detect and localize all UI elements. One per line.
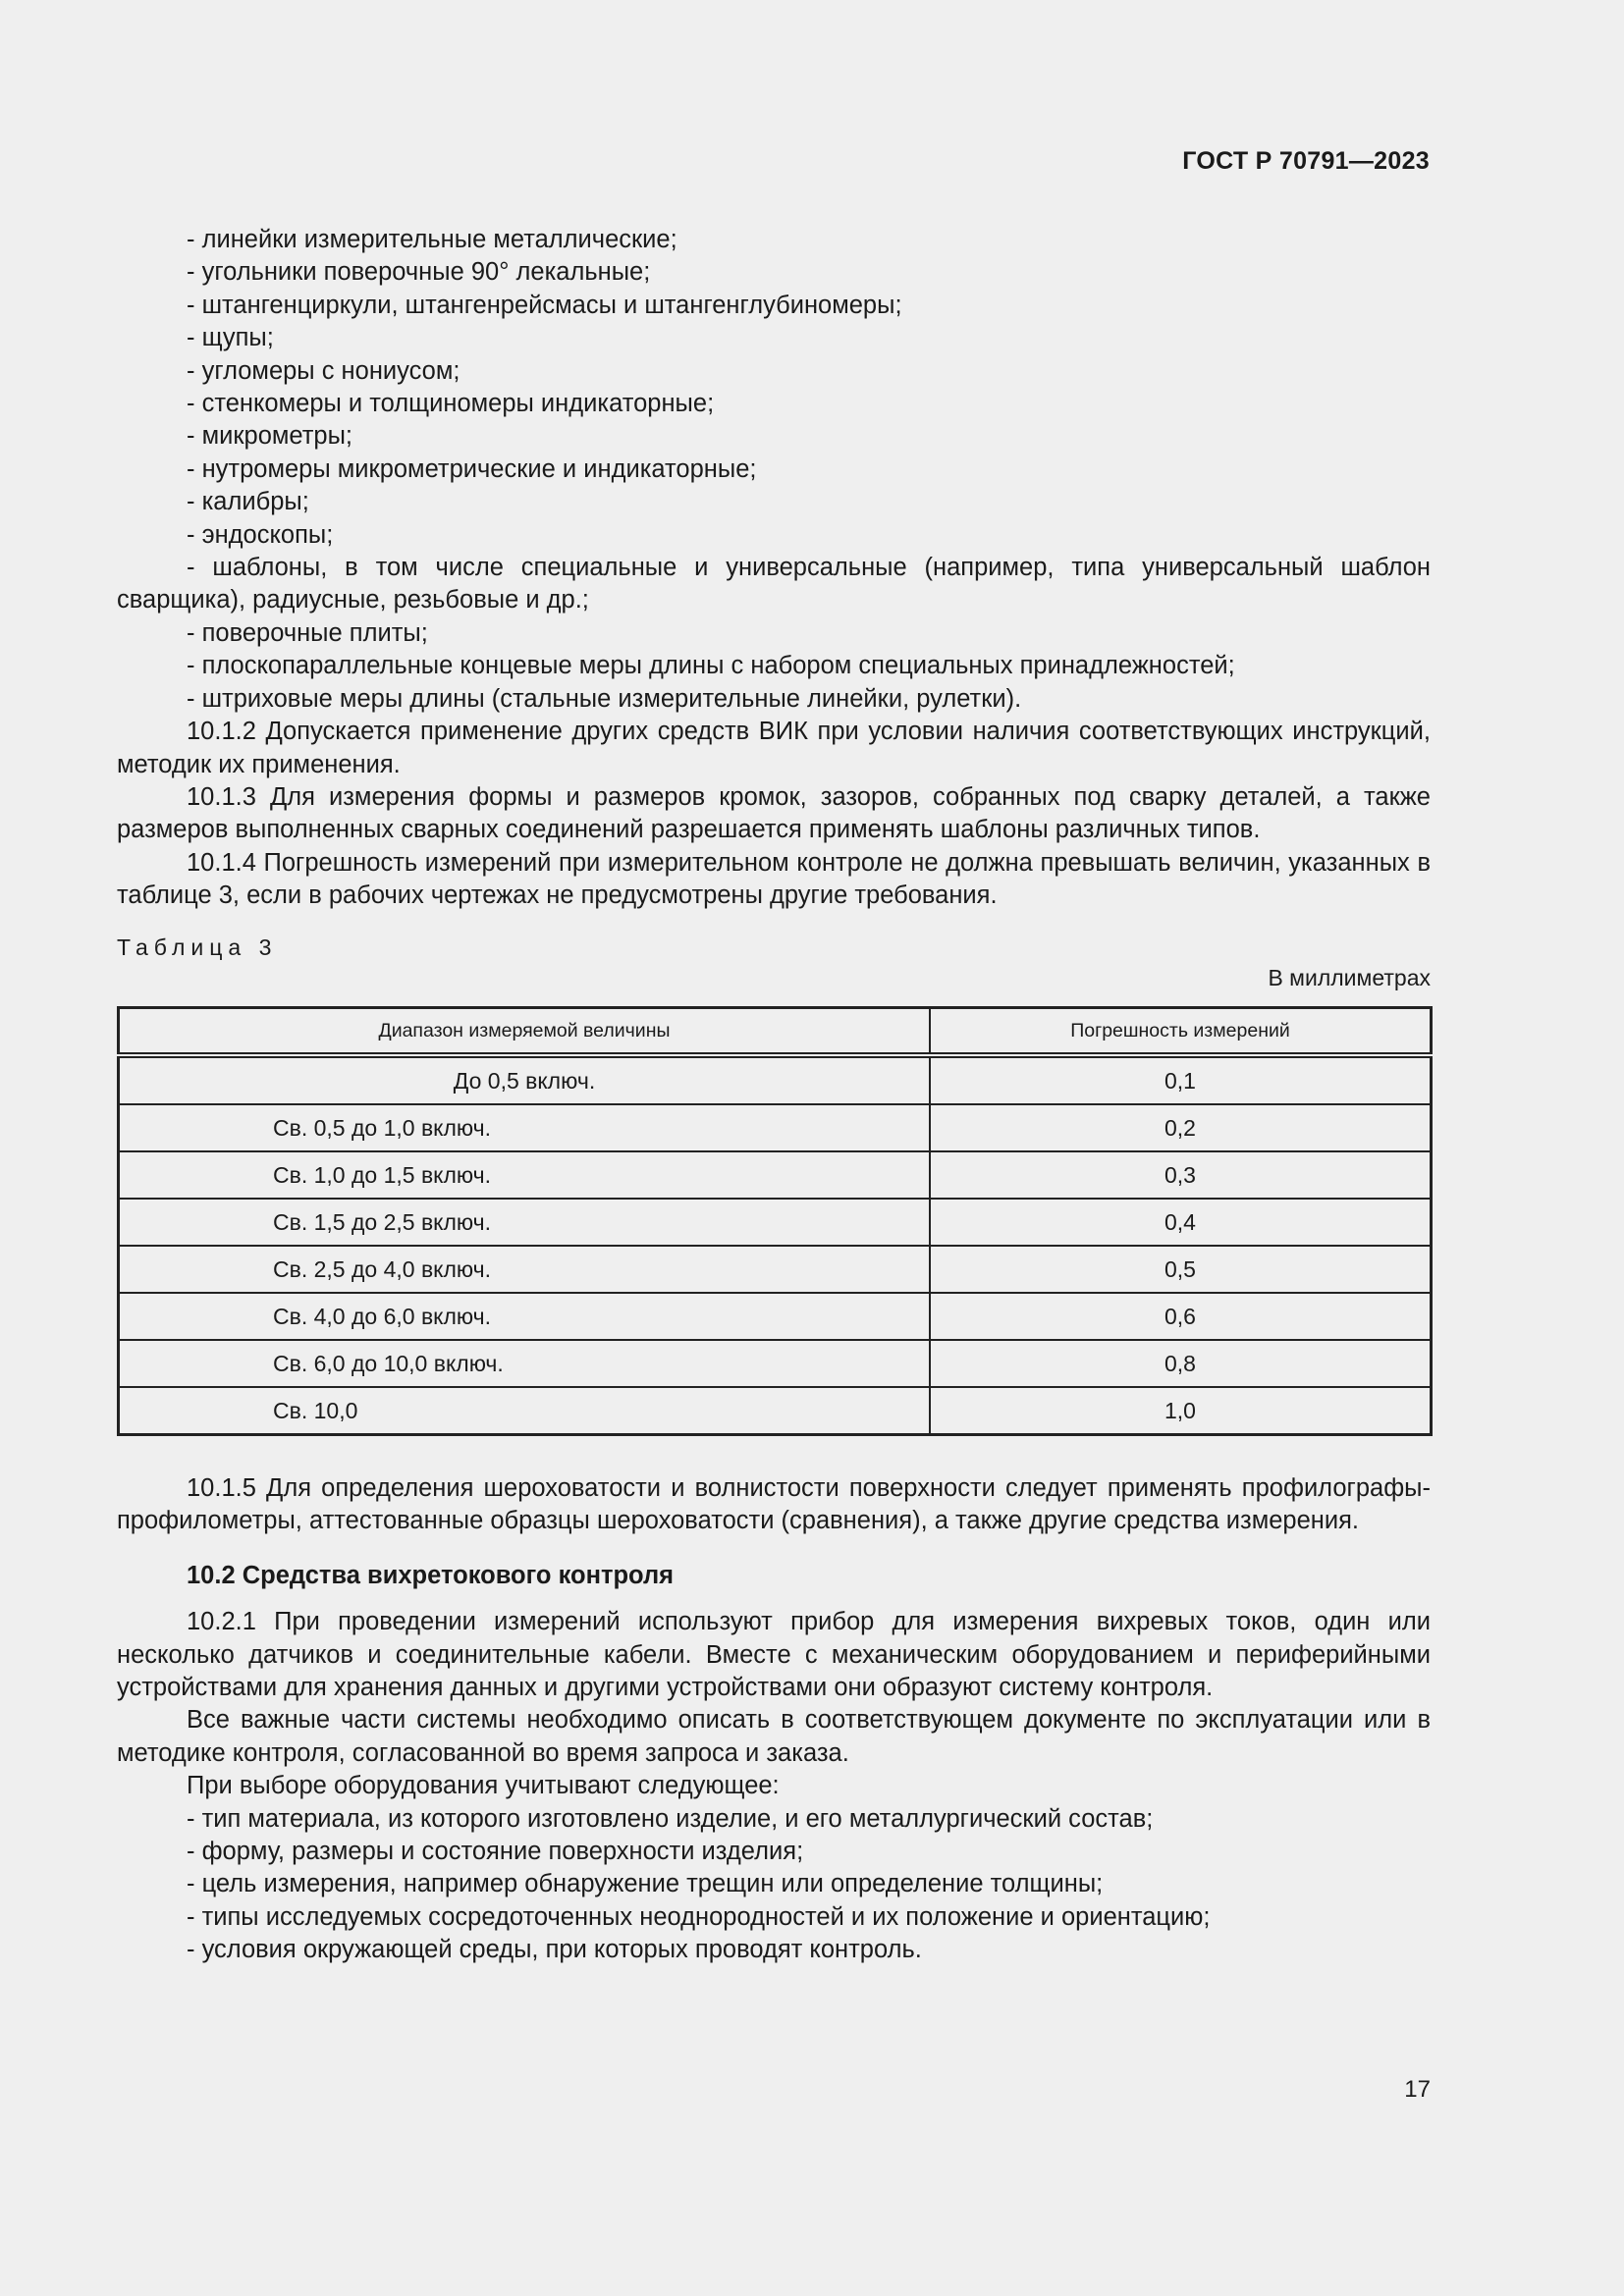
error-cell: 0,6 [930, 1293, 1432, 1340]
list-item: - штангенциркули, штангенрейсмасы и штангенглубиномеры; [187, 291, 902, 319]
column-header-error: Погрешность измерений [930, 1008, 1432, 1056]
range-cell: До 0,5 включ. [119, 1055, 931, 1104]
list-item: - нутромеры микрометрические и индикаторные; [187, 454, 757, 483]
section-heading-10-2: 10.2 Средства вихретокового контроля [187, 1561, 675, 1589]
document-code-header: ГОСТ Р 70791—2023 [1182, 147, 1430, 175]
error-cell: 1,0 [930, 1387, 1432, 1435]
table-row [119, 1151, 1432, 1199]
error-cell: 0,3 [930, 1151, 1432, 1199]
paragraph: При выборе оборудования учитывают следующее: [187, 1772, 780, 1800]
table-row [119, 1293, 1432, 1340]
table-row [119, 1104, 1432, 1151]
paragraph: Все важные части системы необходимо описать в соответствующем документе по эксплуатации или в методике контроля, согласованной во время запроса и заказа. [117, 1706, 1431, 1767]
list-item: - калибры; [187, 488, 309, 516]
table-row [119, 1340, 1432, 1387]
paragraph-10-2-1: 10.2.1 При проведении измерений используют прибор для измерения вихревых токов, один или несколько датчиков и соединительные кабели. Вместе с механическим оборудованием и периферийными устройствами для хранения данных и другими устройствами они образуют систему контроля. [117, 1608, 1431, 1702]
eddy-current-section [117, 1472, 1431, 1967]
error-cell: 0,2 [930, 1104, 1432, 1151]
table-caption: Таблица 3 [117, 934, 278, 960]
list-item: - линейки измерительные металлические; [187, 226, 677, 253]
list-item: - цель измерения, например обнаружение трещин или определение толщины; [187, 1870, 1104, 1898]
list-item: - типы исследуемых сосредоточенных неоднородностей и их положение и ориентацию; [187, 1902, 1211, 1931]
table-row [119, 1199, 1432, 1246]
list-item: - угольники поверочные 90° лекальные; [187, 258, 651, 287]
range-cell: Св. 4,0 до 6,0 включ. [119, 1293, 931, 1340]
range-cell: Св. 6,0 до 10,0 включ. [119, 1340, 931, 1387]
range-cell: Св. 2,5 до 4,0 включ. [119, 1246, 931, 1293]
error-cell: 0,1 [930, 1055, 1432, 1104]
paragraph-10-1-3: 10.1.3 Для измерения формы и размеров кромок, зазоров, собранных под сварку деталей, а также размеров выполненных сварных соединений разрешается применять шаблоны различных типов. [117, 782, 1431, 844]
page-number: 17 [1404, 2076, 1431, 2103]
list-item: - эндоскопы; [187, 520, 334, 549]
range-cell: Св. 10,0 [119, 1387, 931, 1435]
measurement-error-table [117, 1006, 1433, 1436]
error-cell: 0,5 [930, 1246, 1432, 1293]
instruments-section [117, 224, 1431, 913]
error-cell: 0,8 [930, 1340, 1432, 1387]
list-item: - шаблоны, в том числе специальные и универсальные (например, типа универсальный шаблон сварщика), радиусные, резьбовые и др.; [117, 554, 1431, 614]
range-cell: Св. 1,0 до 1,5 включ. [119, 1151, 931, 1199]
table-row [119, 1055, 1432, 1104]
table-row [119, 1246, 1432, 1293]
list-item: - щупы; [187, 324, 274, 352]
list-item: - угломеры с нониусом; [187, 356, 460, 385]
list-item: - поверочные плиты; [187, 618, 428, 647]
list-item: - штриховые меры длины (стальные измерительные линейки, рулетки). [187, 684, 1022, 713]
column-header-range: Диапазон измеряемой величины [119, 1008, 931, 1056]
list-item: - плоскопараллельные концевые меры длины с набором специальных принадлежностей; [187, 652, 1235, 680]
error-cell: 0,4 [930, 1199, 1432, 1246]
paragraph-10-1-5: 10.1.5 Для определения шероховатости и волнистости поверхности следует применять профилографы-профилометры, аттестованные образцы шероховатости (сравнения), а также другие средства измерения. [117, 1474, 1431, 1535]
range-cell: Св. 1,5 до 2,5 включ. [119, 1199, 931, 1246]
paragraph-10-1-4: 10.1.4 Погрешность измерений при измерительном контроле не должна превышать величин, указанных в таблице 3, если в рабочих чертежах не предусмотрены другие требования. [117, 848, 1431, 910]
range-cell: Св. 0,5 до 1,0 включ. [119, 1104, 931, 1151]
list-item: - форму, размеры и состояние поверхности изделия; [187, 1838, 804, 1866]
list-item: - микрометры; [187, 422, 353, 451]
list-item: - условия окружающей среды, при которых проводят контроль. [187, 1936, 922, 1964]
list-item: - тип материала, из которого изготовлено изделие, и его металлургический состав; [187, 1804, 1154, 1833]
table-row [119, 1387, 1432, 1435]
table-header-row [119, 1008, 1432, 1056]
list-item: - стенкомеры и толщиномеры индикаторные; [187, 390, 715, 418]
table-units: В миллиметрах [1268, 965, 1431, 990]
paragraph-10-1-2: 10.1.2 Допускается применение других средств ВИК при условии наличия соответствующих инструкций, методик их применения. [117, 718, 1431, 778]
